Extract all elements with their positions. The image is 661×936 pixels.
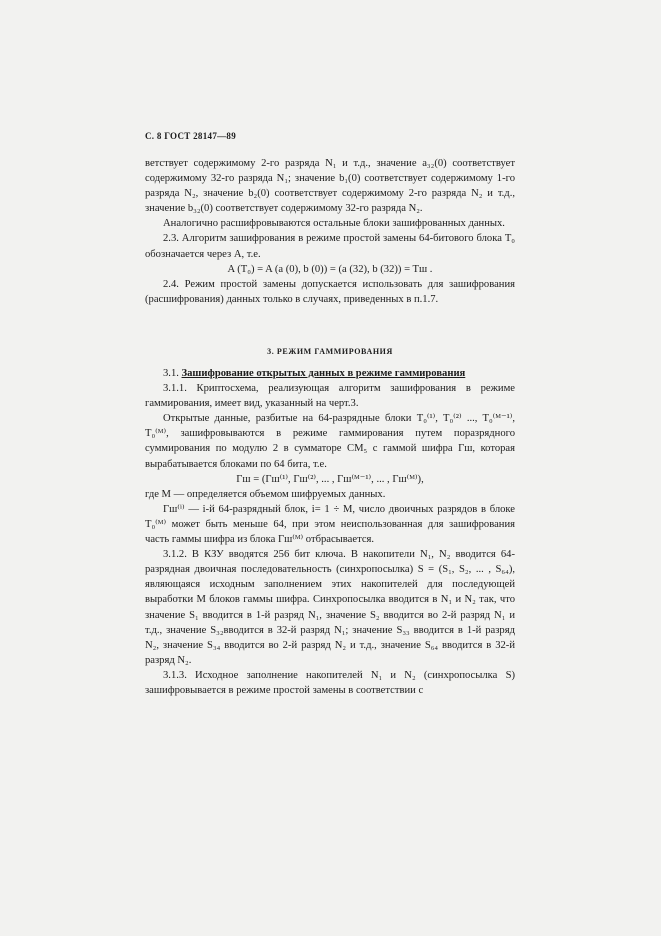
subsection-heading — [145, 366, 515, 381]
paragraph-2-3: 2.3. Алгоритм зашифрования в режиме простой замены 64-битового блока T₀ обозначается через A, т.е. — [145, 233, 515, 260]
paragraph-3-1-3: 3.1.3. Исходное заполнение накопителей N₁ и N₂ (синхропосылка S) зашифровывается в режиме простой замены в соответствии с — [145, 669, 515, 696]
paragraph-3-1-2: 3.1.2. В КЗУ вводятся 256 бит ключа. В накопители N₁, N₂ вводится 64-разрядная двоичная последовательность (синхропосылка) S = (S₁, S₂, ... , S₆₄), являющаяся исходным заполнением этих накопителей для последующей выработки M блоков гаммы шифра. Синхропосылка вводится в N₁ и N₂ так, что значение S₁ вводится в 1-й разряд N₁, значение S₂ вводится во 2-й разряд N₁ и т.д., значение S₃₂вводится в 32-й разряд N₁; значение S₃₃ вводится в 1-й разряд N₂, значение S₃₄ вводится во 2-й разряд N₂ и т.д., значение S₆₄ вводится в 32-й разряд N₂. — [145, 549, 515, 666]
text-block-section-2 — [145, 156, 515, 307]
paragraph: где M — определяется объемом шифруемых данных. — [145, 488, 386, 500]
paragraph: Гш⁽ⁱ⁾ — i-й 64-разрядный блок, i= 1 ÷ M, число двоичных разрядов в блоке T₀⁽ᴹ⁾ может быть меньше 64, при этом неиспользованная для зашифрования часть гаммы шифра из блока Гш⁽ᴹ⁾ отбрасывается. — [145, 503, 515, 546]
paragraph-3-1-1: 3.1.1. Криптосхема, реализующая алгоритм зашифрования в режиме гаммирования, имеет вид, указанный на черт.3. — [145, 383, 515, 410]
subsection-number: 3.1. — [163, 368, 179, 379]
formula: Гш = (Гш⁽¹⁾, Гш⁽²⁾, ... , Гш⁽ᴹ⁻¹⁾, ... , Гш⁽ᴹ⁾), — [236, 473, 424, 485]
paragraph: ветствует содержимому 2-го разряда N₁ и т.д., значение a₃₂(0) соответствует содержимому 32-го разряда N₁; значение b₁(0) соответствует содержимому 1-го разряда N₂, значение b₂(0) соответствует содержимому 2-го разряда N₂ и т.д., значение b₃₂(0) соответствует содержимому 32-го разряда N₂. — [145, 158, 515, 215]
text-block-section-3 — [145, 366, 515, 698]
running-header: С. 8 ГОСТ 28147—89 — [145, 131, 237, 141]
subsection-title: Зашифрование открытых данных в режиме гаммирования — [181, 368, 466, 379]
formula: A (T₀) = A (a (0), b (0)) = (a (32), b (32)) = Tш . — [227, 263, 433, 275]
section-heading: 3. РЕЖИМ ГАММИРОВАНИЯ — [267, 347, 393, 356]
paragraph-2-4: 2.4. Режим простой замены допускается использовать для зашифрования (расшифрования) данных только в случаях, приведенных в п.1.7. — [145, 278, 515, 305]
paragraph: Открытые данные, разбитые на 64-разрядные блоки T₀⁽¹⁾, T₀⁽²⁾ ..., T₀⁽ᴹ⁻¹⁾, T₀⁽ᴹ⁾, зашифровываются в режиме гаммирования путем поразрядного суммирования по модулю 2 в сумматоре CM₅ с гаммой шифра Гш, которая вырабатывается блоками по 64 бита, т.е. — [145, 413, 515, 470]
paragraph: Аналогично расшифровываются остальные блоки зашифрованных данных. — [163, 218, 505, 230]
